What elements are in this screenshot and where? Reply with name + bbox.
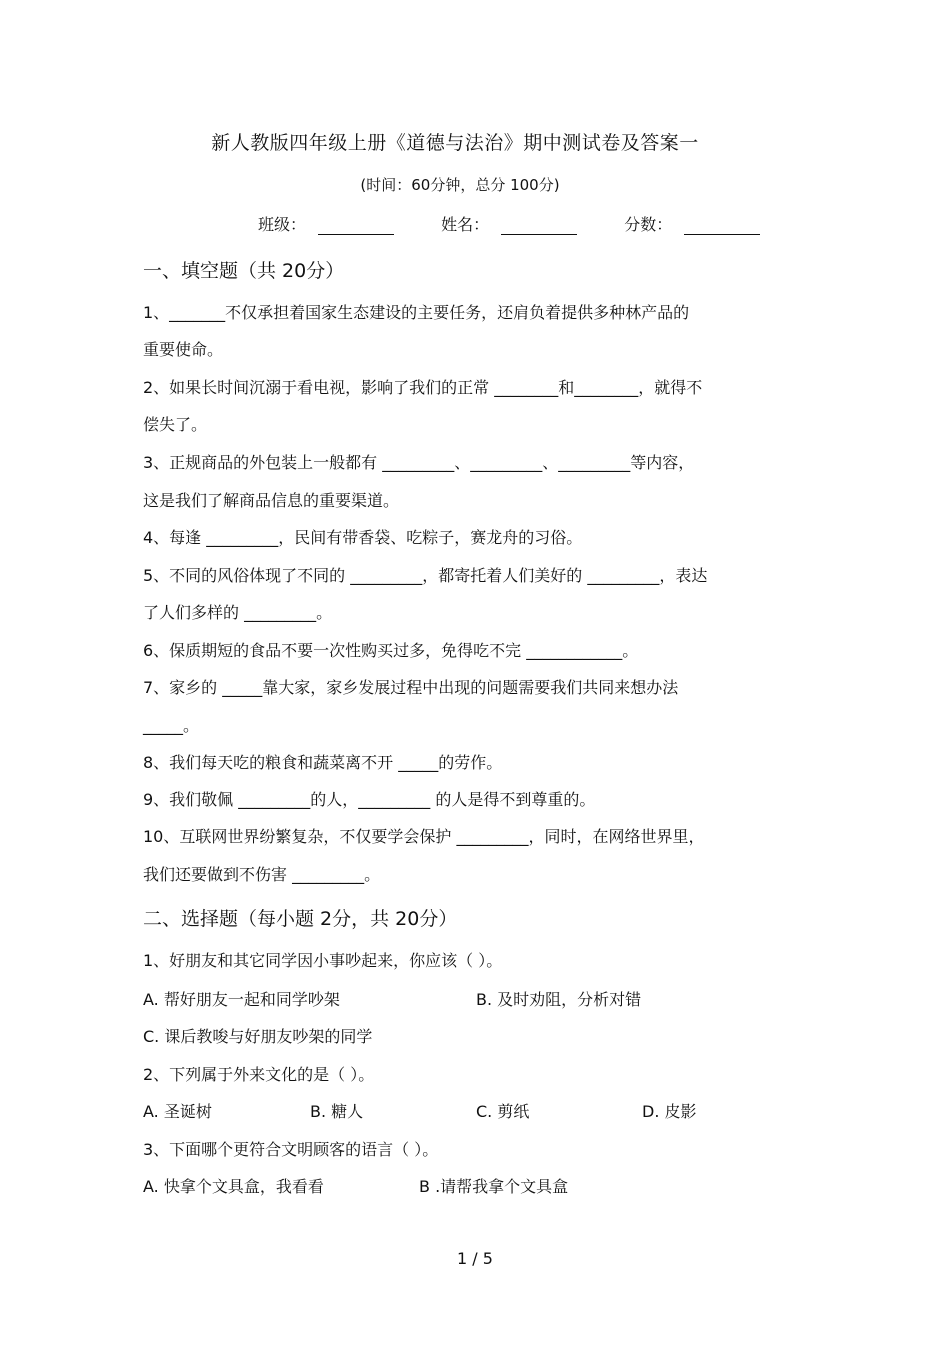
question-line: 重要使命。 [143,340,224,359]
page-number: 1 / 5 [457,1249,493,1268]
question-line: 3、正规商品的外包装上一般都有 _________、_________、_________等内容， [143,453,695,472]
section-heading-fill-in: 一、填空题（共 20分） [143,260,345,282]
score-field [624,212,760,235]
choice-option-3a: A. 快拿个文具盒，我看看 [143,1177,324,1196]
question-line: _____。 [143,716,200,735]
question-line: 5、不同的风俗体现了不同的 _________，都寄托着人们美好的 _________，表达 [143,566,708,585]
name-label: 姓名： [441,215,490,234]
exam-subtitle: (时间：60分钟，总分 100分) [360,176,560,194]
choice-question-1: 1、好朋友和其它同学因小事吵起来，你应该（ ）。 [143,951,503,970]
page-title: 新人教版四年级上册《道德与法治》期中测试卷及答案一 [211,132,699,154]
name-field [441,212,577,235]
score-label: 分数： [624,215,673,234]
question-line: 6、保质期短的食品不要一次性购买过多，免得吃不完 ____________。 [143,641,639,660]
question-line: 7、家乡的 _____靠大家，家乡发展过程中出现的问题需要我们共同来想办法 [143,678,679,697]
question-line: 10、互联网世界纷繁复杂，不仅要学会保护 _________，同时，在网络世界里， [143,827,705,846]
section-heading-choice: 二、选择题（每小题 2分，共 20分） [143,908,458,930]
student-info-row [258,212,758,235]
name-blank [501,218,577,235]
question-line: 2、如果长时间沉溺于看电视，影响了我们的正常 ________和________，就得不 [143,378,703,397]
choice-option-1c: C. 课后教唆与好朋友吵架的同学 [143,1027,373,1046]
class-label: 班级： [258,215,307,234]
question-line: 9、我们敬佩 _________的人，_________ 的人是得不到尊重的。 [143,790,596,809]
score-blank [684,218,760,235]
choice-option-2c: C. 剪纸 [476,1102,530,1121]
question-line: 4、每逢 _________，民间有带香袋、吃粽子，赛龙舟的习俗。 [143,528,583,547]
class-field [258,212,394,235]
question-line: 8、我们每天吃的粮食和蔬菜离不开 _____的劳作。 [143,753,503,772]
question-line: 了人们多样的 _________。 [143,603,333,622]
choice-question-2: 2、下列属于外来文化的是（ ）。 [143,1065,375,1084]
choice-option-1b: B. 及时劝阻，分析对错 [476,990,642,1009]
choice-option-2b: B. 糖人 [310,1102,364,1121]
question-line: 我们还要做到不伤害 _________。 [143,865,381,884]
question-line: 1、_______不仅承担着国家生态建设的主要任务，还肩负着提供多种林产品的 [143,303,690,322]
class-blank [318,218,394,235]
question-line: 这是我们了解商品信息的重要渠道。 [143,491,400,510]
choice-option-2d: D. 皮影 [642,1102,697,1121]
question-line: 偿失了。 [143,415,208,434]
choice-option-2a: A. 圣诞树 [143,1102,212,1121]
choice-question-3: 3、下面哪个更符合文明顾客的语言（ ）。 [143,1140,439,1159]
choice-option-3b: B .请帮我拿个文具盒 [419,1177,569,1196]
choice-option-1a: A. 帮好朋友一起和同学吵架 [143,990,340,1009]
